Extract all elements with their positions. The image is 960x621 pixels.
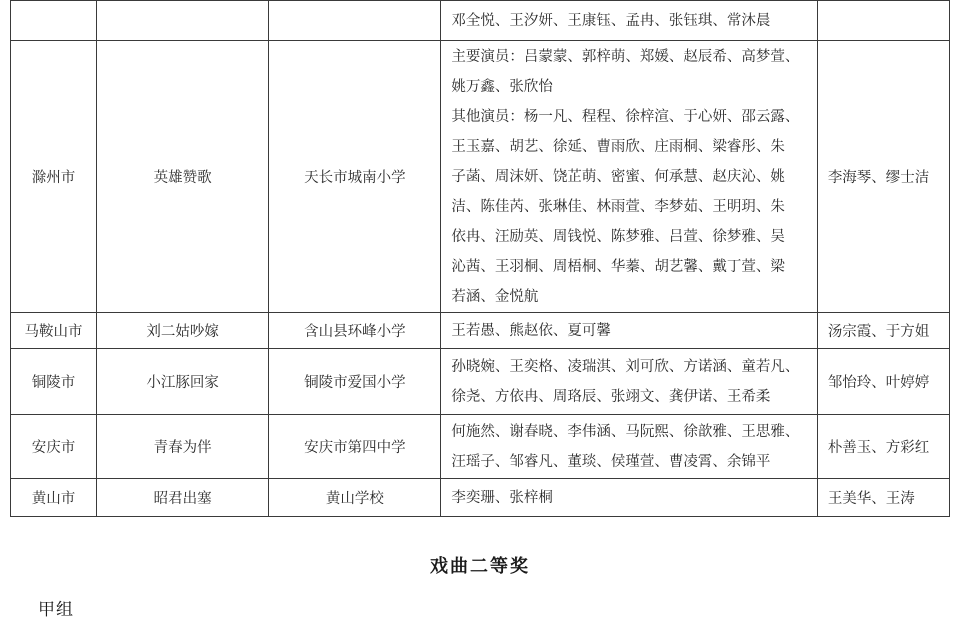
teachers-cell: 李海琴、缪士洁 xyxy=(817,41,949,313)
city-cell: 安庆市 xyxy=(11,415,97,479)
school-cell: 安庆市第四中学 xyxy=(269,415,441,479)
performers-line: 姚万鑫、张欣怡 xyxy=(451,78,553,95)
school-cell: 铜陵市爱国小学 xyxy=(269,349,441,415)
performers-line: 汪瑶子、邹睿凡、董琰、侯瑾萱、曹凌霄、余锦平 xyxy=(451,453,771,470)
performers-line: 依冉、汪励英、周钱悦、陈梦雅、吕萱、徐梦雅、吴 xyxy=(451,228,785,245)
table-row xyxy=(11,1,950,41)
city-cell: 黄山市 xyxy=(11,479,97,517)
program-cell xyxy=(97,1,269,41)
group-label: 甲组 xyxy=(38,600,74,620)
awards-table-body xyxy=(11,1,950,517)
program-cell: 英雄赞歌 xyxy=(97,41,269,313)
performers-line: 李奕珊、张梓桐 xyxy=(451,489,553,506)
section-title: 戏曲二等奖 xyxy=(430,556,530,577)
awards-table xyxy=(10,0,950,517)
performers-line: 其他演员：杨一凡、程程、徐梓渲、于心妍、邵云露、 xyxy=(451,108,800,125)
performers-line: 邓全悦、王汐妍、王康钰、孟冉、张钰琪、常沐晨 xyxy=(451,12,771,29)
performers-line: 若涵、金悦航 xyxy=(451,288,539,305)
teachers-cell: 汤宗霞、于方姐 xyxy=(817,313,949,349)
table-row xyxy=(11,313,950,349)
school-cell: 黄山学校 xyxy=(269,479,441,517)
teachers-cell: 邹怡玲、叶婷婷 xyxy=(817,349,949,415)
teachers-cell: 朴善玉、方彩红 xyxy=(817,415,949,479)
program-cell: 昭君出塞 xyxy=(97,479,269,517)
school-cell: 天长市城南小学 xyxy=(269,41,441,313)
performers-line: 孙晓婉、王奕格、凌瑞淇、刘可欣、方诺涵、童若凡、 xyxy=(451,358,800,375)
table-row xyxy=(11,479,950,517)
teachers-cell xyxy=(817,1,949,41)
program-cell: 小江豚回家 xyxy=(97,349,269,415)
performers-line: 何施然、谢春晓、李伟涵、马阮熙、徐歆雅、王思雅、 xyxy=(451,423,800,440)
performers-line: 王玉嘉、胡艺、徐延、曹雨欣、庄雨桐、梁睿彤、朱 xyxy=(451,138,785,155)
performers-line: 沁茜、王羽桐、周梧桐、华蓁、胡艺馨、戴丁萱、梁 xyxy=(451,258,785,275)
performers-cell xyxy=(441,41,817,313)
performers-cell xyxy=(441,415,817,479)
performers-line: 子菡、周沫妍、饶芷萌、密蜜、何承慧、赵庆沁、姚 xyxy=(451,168,785,185)
performers-line: 王若愚、熊赵依、夏可馨 xyxy=(451,322,611,339)
city-cell: 马鞍山市 xyxy=(11,313,97,349)
city-cell xyxy=(11,1,97,41)
performers-cell xyxy=(441,1,817,41)
city-cell: 滁州市 xyxy=(11,41,97,313)
city-cell: 铜陵市 xyxy=(11,349,97,415)
program-cell: 青春为伴 xyxy=(97,415,269,479)
teachers-cell: 王美华、王涛 xyxy=(817,479,949,517)
performers-cell xyxy=(441,313,817,349)
performers-line: 主要演员：吕蒙蒙、郭梓萌、郑媛、赵辰希、高梦萱、 xyxy=(451,48,800,65)
performers-line: 徐尧、方依冉、周珞辰、张翊文、龚伊诺、王希柔 xyxy=(451,388,771,405)
performers-cell xyxy=(441,479,817,517)
program-cell: 刘二姑吵嫁 xyxy=(97,313,269,349)
performers-line: 洁、陈佳芮、张琳佳、林雨萱、李梦茹、王明玥、朱 xyxy=(451,198,785,215)
school-cell: 含山县环峰小学 xyxy=(269,313,441,349)
table-row xyxy=(11,349,950,415)
table-row xyxy=(11,41,950,313)
performers-cell xyxy=(441,349,817,415)
school-cell xyxy=(269,1,441,41)
table-row xyxy=(11,415,950,479)
